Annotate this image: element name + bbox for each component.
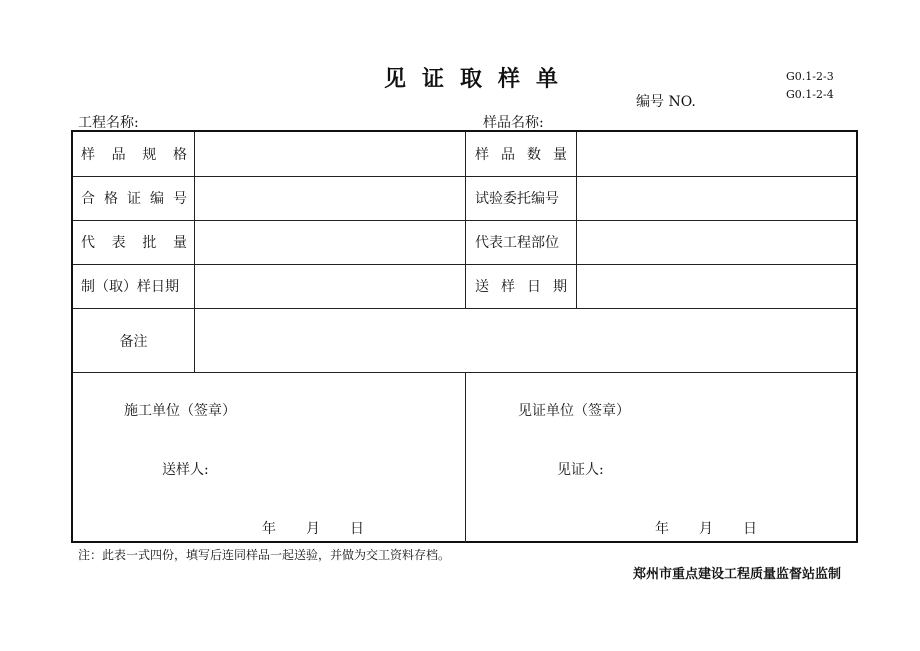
label-char: 合 bbox=[81, 191, 95, 207]
sample-name-label: 样品名称: bbox=[483, 115, 544, 131]
sampling-form-table bbox=[71, 130, 858, 543]
label-certificate-no-text bbox=[81, 188, 187, 208]
value-batch[interactable] bbox=[196, 221, 464, 263]
doc-number-label: 编号 NO. bbox=[636, 94, 696, 110]
label-sampling-date bbox=[81, 264, 191, 308]
issuing-organization: 郑州市重点建设工程质量监督站监制 bbox=[633, 567, 842, 582]
label-sample-spec bbox=[81, 132, 187, 176]
label-char: 号 bbox=[173, 191, 187, 207]
value-sampling-date[interactable] bbox=[196, 265, 464, 307]
value-test-entrust-no[interactable] bbox=[578, 177, 858, 219]
value-delivery-date[interactable] bbox=[578, 265, 858, 307]
value-sample-qty[interactable] bbox=[578, 133, 858, 175]
column-divider bbox=[194, 132, 195, 372]
column-divider bbox=[576, 132, 577, 308]
label-sample-qty bbox=[475, 132, 567, 176]
label-char: 样 bbox=[81, 147, 95, 163]
label-test-entrust-no-text: 试验委托编号 bbox=[475, 191, 559, 207]
form-code-2: G0.1-2-4 bbox=[786, 88, 834, 101]
label-certificate-no bbox=[81, 176, 187, 220]
date-month: 月 bbox=[306, 521, 320, 537]
label-char: 代 bbox=[81, 235, 95, 251]
sender-label: 送样人: bbox=[162, 462, 209, 478]
value-certificate-no[interactable] bbox=[196, 177, 464, 219]
project-name-label: 工程名称: bbox=[78, 115, 139, 131]
label-char: 格 bbox=[172, 147, 187, 163]
date-day: 日 bbox=[743, 521, 757, 537]
value-remarks[interactable] bbox=[196, 310, 858, 371]
date-day: 日 bbox=[350, 521, 364, 537]
label-char: 品 bbox=[111, 147, 126, 163]
construction-unit-label: 施工单位（签章） bbox=[124, 403, 236, 419]
value-project-part[interactable] bbox=[578, 221, 858, 263]
label-char: 证 bbox=[127, 191, 141, 207]
witness-unit-label: 见证单位（签章） bbox=[518, 403, 630, 419]
label-char: 期 bbox=[553, 279, 567, 295]
label-char: 数 bbox=[527, 147, 541, 163]
date-month: 月 bbox=[699, 521, 713, 537]
construction-date bbox=[262, 518, 364, 538]
form-code-1: G0.1-2-3 bbox=[786, 70, 834, 83]
label-char: 规 bbox=[142, 147, 157, 163]
label-delivery-date bbox=[475, 264, 567, 308]
label-char: 日 bbox=[527, 279, 541, 295]
label-char: 样 bbox=[475, 147, 489, 163]
label-remarks: 备注 bbox=[119, 334, 148, 350]
label-batch bbox=[81, 220, 187, 264]
label-char: 批 bbox=[142, 235, 157, 251]
column-divider bbox=[465, 132, 466, 308]
label-sample-spec-text bbox=[81, 144, 187, 164]
label-char: 样 bbox=[501, 279, 515, 295]
witness-label: 见证人: bbox=[557, 462, 604, 478]
date-year: 年 bbox=[262, 521, 276, 537]
label-sampling-date-text: 制（取）样日期 bbox=[81, 279, 179, 295]
label-project-part-text: 代表工程部位 bbox=[475, 235, 559, 251]
column-divider bbox=[465, 372, 466, 543]
label-project-part bbox=[475, 220, 573, 264]
form-title: 见证取样单 bbox=[384, 66, 575, 92]
label-char: 送 bbox=[475, 279, 489, 295]
label-char: 编 bbox=[150, 191, 164, 207]
label-char: 量 bbox=[553, 147, 567, 163]
label-delivery-date-text bbox=[475, 276, 567, 296]
value-sample-spec[interactable] bbox=[196, 133, 464, 175]
label-char: 表 bbox=[111, 235, 126, 251]
label-char: 量 bbox=[172, 235, 187, 251]
label-char: 品 bbox=[501, 147, 515, 163]
row-divider bbox=[73, 308, 856, 309]
label-batch-text bbox=[81, 232, 187, 252]
date-year: 年 bbox=[655, 521, 669, 537]
label-sample-qty-text bbox=[475, 144, 567, 164]
witness-date bbox=[655, 518, 757, 538]
footer-note: 注：此表一式四份，填写后连同样品一起送验，并做为交工资料存档。 bbox=[78, 548, 451, 562]
label-char: 格 bbox=[104, 191, 118, 207]
label-test-entrust-no bbox=[475, 176, 573, 220]
